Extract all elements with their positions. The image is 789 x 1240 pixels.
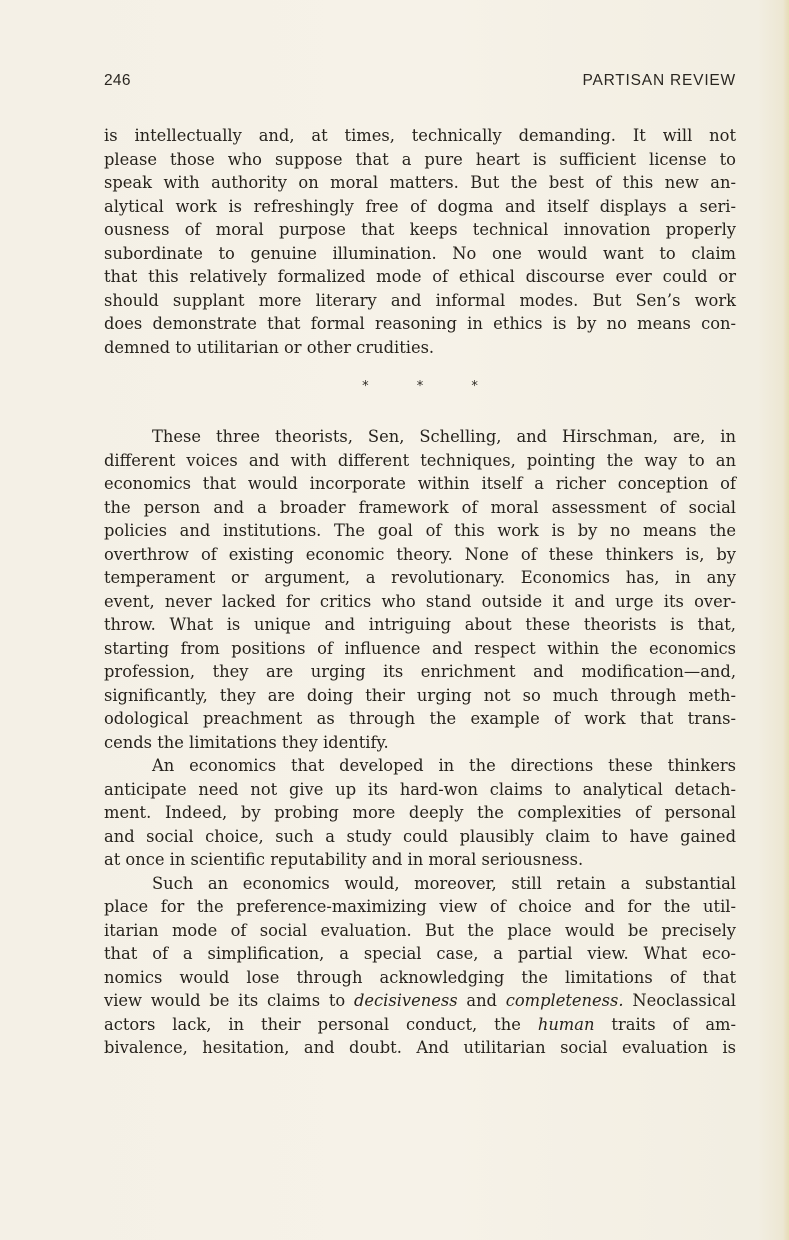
text-line: is intellectually and, at times, technically demanding. It will not [104,126,736,145]
text-line: and social choice, such a study could plausibly claim to have gained [104,826,736,846]
text-line: that this relatively formalized mode of ethical discourse ever could or [104,267,736,286]
page-edge-shadow [783,0,789,1240]
section-break-asterisks: * * * [362,379,500,394]
journal-name: PARTISAN REVIEW [582,72,736,89]
text-line: speak with authority on moral matters. But the best of this new an- [104,173,736,192]
article-body [104,124,736,1060]
text-line: cends the limitations they identify. [104,732,389,752]
emphasis-decisiveness: decisiveness [353,991,458,1010]
text-line-actors [104,1013,736,1037]
paragraph-3 [104,754,736,872]
text-line: policies and institutions. The goal of this work is by no means the [104,521,736,540]
text-run: view would be its claims to [104,991,354,1010]
text-line: These three theorists, Sen, Schelling, and Hirschman, are, in [152,427,736,446]
text-run: and [457,991,506,1010]
paragraph-4 [104,872,736,1060]
page-number: 246 [104,72,131,89]
text-line: anticipate need not give up its hard-won claims to analytical detach- [104,779,736,799]
emphasis-human: human [537,1014,595,1034]
text-run: traits of am- [594,1014,736,1034]
text-line: that of a simplification, a special case, a partial view. What eco- [104,944,736,963]
text-line: Such an economics would, moreover, still retain a substantial [152,873,736,893]
text-line: at once in scientific reputability and in moral seriousness. [104,850,584,869]
text-line: subordinate to genuine illumination. No one would want to claim [104,243,736,263]
text-line: different voices and with different techniques, pointing the way to an [104,450,736,470]
text-line: ousness of moral purpose that keeps technical innovation properly [104,220,736,239]
text-run: actors lack, in their personal conduct, the [104,1014,538,1034]
text-line: should supplant more literary and informal modes. But Sen’s work [104,290,736,310]
text-line: economics that would incorporate within itself a richer conception of [104,474,736,493]
running-head [104,66,736,96]
text-line: alytical work is refreshingly free of dogma and itself displays a seri- [104,196,736,216]
text-line: significantly, they are doing their urging not so much through meth- [104,685,736,705]
emphasis-completeness: completeness. [505,991,624,1010]
text-line: ment. Indeed, by probing more deeply the complexities of personal [104,803,736,822]
text-line: place for the preference-maximizing view of choice and for the util- [104,897,736,916]
text-line: demned to utilitarian or other crudities. [104,337,435,357]
text-line: does demonstrate that formal reasoning in ethics is by no means con- [104,314,736,333]
text-line: itarian mode of social evaluation. But the place would be precisely [104,920,736,940]
paragraph-1 [104,124,736,359]
text-line: nomics would lose through acknowledging the limitations of that [104,967,736,987]
text-line: temperament or argument, a revolutionary. Economics has, in any [104,568,736,587]
text-line: overthrow of existing economic theory. None of these thinkers is, by [104,544,736,564]
text-line: please those who suppose that a pure heart is sufficient license to [104,149,736,169]
paragraph-2 [104,425,736,754]
text-line: starting from positions of influence and respect within the economics [104,638,736,658]
text-line: throw. What is unique and intriguing about these theorists is that, [104,615,736,634]
text-line: bivalence, hesitation, and doubt. And utilitarian social evaluation is [104,1038,736,1057]
text-line: odological preachment as through the example of work that trans- [104,709,736,728]
text-line: An economics that developed in the directions these thinkers [152,756,736,775]
text-run: Neoclassical [623,991,736,1010]
text-line: the person and a broader framework of moral assessment of social [104,497,736,517]
text-line-view [104,989,736,1013]
text-line: profession, they are urging its enrichment and modification—and, [104,662,736,681]
text-line: event, never lacked for critics who stand outside it and urge its over- [104,591,736,611]
